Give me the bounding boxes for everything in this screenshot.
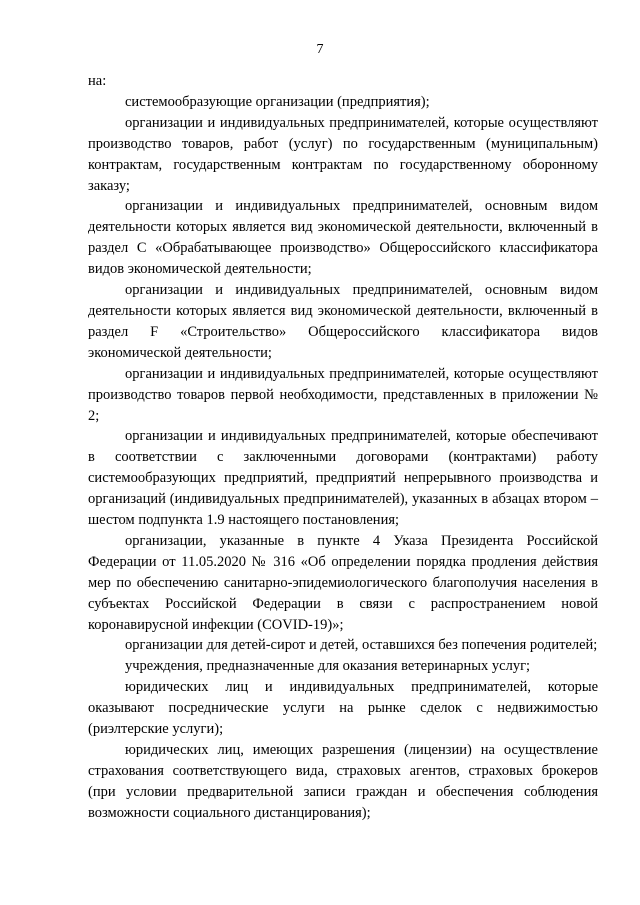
paragraph-system-forming: системообразующие организации (предприятия);	[125, 93, 430, 110]
paragraph-manufacturing: организации и индивидуальных предпринимателей, основным видом деятельности которых является вид экономической деятельности, включенный в раздел С «Обрабатывающее производство» Общероссийского классификатора видов экономической деятельности;	[88, 198, 598, 278]
paragraph-essential-goods: организации и индивидуальных предпринимателей, которые осуществляют производство товаров первой необходимости, представленных в приложении № 2;	[88, 365, 598, 424]
paragraph-orphan-organizations: организации для детей-сирот и детей, оставшихся без попечения родителей;	[125, 637, 598, 654]
paragraph-construction: организации и индивидуальных предпринимателей, основным видом деятельности которых является вид экономической деятельности, включенный в раздел F «Строительство» Общероссийского классификатора видов экономической деятельности;	[88, 282, 598, 361]
paragraph-contract-support: организации и индивидуальных предпринимателей, которые обеспечивают в соответствии с заключенными договорами (контрактами) работу системообразующих предприятий, предприятий непрерывного производства и организаций (индивидуальных предпринимателей), указанных в абзацах втором – шестом подпункта 1.9 настоящего постановления;	[88, 428, 598, 529]
document-body	[88, 71, 598, 824]
paragraph-presidential-decree: организации, указанные в пункте 4 Указа Президента Российской Федерации от 11.05.2020 № 316 «Об определении порядка продления действия мер по обеспечению санитарно-эпидемиологического благополучия населения в субъектах Российской Федерации в связи с распространением новой коронавирусной инфекции (COVID-19)»;	[88, 532, 598, 633]
paragraph-intro: на:	[88, 73, 107, 89]
paragraph-veterinary: учреждения, предназначенные для оказания ветеринарных услуг;	[125, 658, 531, 675]
page-number: 7	[316, 42, 324, 57]
paragraph-insurance: юридических лиц, имеющих разрешения (лицензии) на осуществление страхования соответствующего вида, страховых агентов, страховых брокеров (при условии предварительной записи граждан и обеспечения соблюдения возможности социального дистанцирования);	[88, 742, 598, 821]
paragraph-state-contracts: организации и индивидуальных предпринимателей, которые осуществляют производство товаров, работ (услуг) по государственным (муниципальным) контрактам, государственным контрактам по государственному оборонному заказу;	[88, 114, 598, 194]
paragraph-real-estate: юридических лиц и индивидуальных предпринимателей, которые оказывают посреднические услуги на рынке сделок с недвижимостью (риэлтерские услуги);	[88, 679, 598, 738]
